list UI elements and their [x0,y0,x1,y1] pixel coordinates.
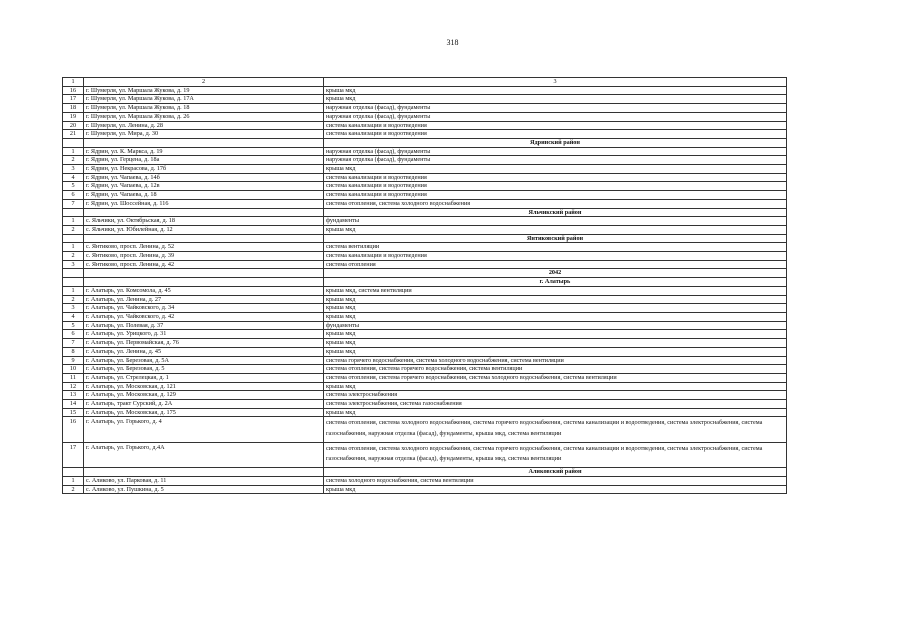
row-works: крыша мкд, система вентиляции [324,286,787,295]
row-works: фундаменты [324,217,787,226]
table-row [63,112,787,121]
row-works: крыша мкд [324,304,787,313]
table-row [63,408,787,417]
row-address: г. Алатырь, ул. Московская, д. 129 [84,391,324,400]
table-row [63,156,787,165]
row-address: с. Аликово, ул. Парковая, д. 11 [84,476,324,485]
row-works: наружная отделка (фасад), фундаменты [324,104,787,113]
table-row [63,252,787,261]
row-number: 1 [63,476,84,485]
section-number-cell [63,278,84,287]
row-number: 21 [63,130,84,139]
table-row [63,356,787,365]
table-row [63,86,787,95]
table-row [63,400,787,409]
table-row [63,476,787,485]
row-works: система канализации и водоотведения [324,191,787,200]
row-number: 5 [63,321,84,330]
section-number-cell [63,208,84,217]
row-works: фундаменты [324,321,787,330]
row-address: г. Шумерля, ул. Маршала Жукова, д. 17А [84,95,324,104]
table-row [63,382,787,391]
table-row [63,391,787,400]
row-address: г. Алатырь, ул. Московская, д. 175 [84,408,324,417]
table-row [63,104,787,113]
section-address-cell [84,269,324,278]
row-address: г. Шумерля, ул. Маршала Жукова, д. 26 [84,112,324,121]
row-works: крыша мкд [324,485,787,494]
row-works: крыша мкд [324,408,787,417]
table-header-row [63,78,787,87]
row-address: г. Алатырь, ул. Ленина, д. 45 [84,347,324,356]
row-address: с. Янтиково, просп. Ленина, д. 52 [84,243,324,252]
row-number: 6 [63,191,84,200]
row-address: г. Алатырь, ул. Чайковского, д. 42 [84,312,324,321]
row-number: 2 [63,156,84,165]
section-heading-row [63,234,787,243]
table-row [63,95,787,104]
row-address: с. Аликово, ул. Пушкина, д. 5 [84,485,324,494]
section-address-cell [84,234,324,243]
section-number-cell [63,468,84,477]
row-address: с. Яльчики, ул. Юбилейная, д. 12 [84,225,324,234]
row-number: 12 [63,382,84,391]
row-address: г. Шумерля, ул. Маршала Жукова, д. 18 [84,104,324,113]
table-row [63,295,787,304]
row-address: г. Алатырь, ул. Урицкого, д. 31 [84,330,324,339]
header-col-address: 2 [84,78,324,87]
row-number: 3 [63,304,84,313]
row-number: 15 [63,408,84,417]
row-address: с. Янтиково, просп. Ленина, д. 39 [84,252,324,261]
row-address: г. Ядрин, ул. Чапаева, д. 14б [84,173,324,182]
row-number: 7 [63,339,84,348]
row-address: г. Алатырь, тракт Сурский, д. 2А [84,400,324,409]
capital-repair-table [62,77,787,494]
section-heading-row [63,468,787,477]
table-row [63,243,787,252]
row-works: система вентиляции [324,243,787,252]
row-number: 7 [63,199,84,208]
row-address: г. Ядрин, ул. Герцена, д. 18а [84,156,324,165]
row-works: система отопления, система холодного водоснабжения [324,199,787,208]
table-row [63,121,787,130]
row-address: г. Ядрин, ул. Шоссейная, д. 116 [84,199,324,208]
row-address: г. Алатырь, ул. Комсомола, д. 45 [84,286,324,295]
row-address: г. Ядрин, ул. Некрасова, д. 17б [84,165,324,174]
row-number: 2 [63,485,84,494]
row-number: 6 [63,330,84,339]
row-address: г. Алатырь, ул. Московская, д. 121 [84,382,324,391]
row-address: г. Алатырь, ул. Полевая, д. 37 [84,321,324,330]
row-number: 2 [63,252,84,261]
row-works: крыша мкд [324,95,787,104]
section-heading-row [63,138,787,147]
row-works: система канализации и водоотведения [324,130,787,139]
table-row [63,373,787,382]
row-number: 20 [63,121,84,130]
table-row [63,225,787,234]
row-number: 1 [63,243,84,252]
row-works: система канализации и водоотведения [324,252,787,261]
row-address: с. Янтиково, просп. Ленина, д. 42 [84,260,324,269]
row-works: система канализации и водоотведения [324,121,787,130]
row-number: 16 [63,417,84,442]
row-number: 5 [63,182,84,191]
row-works: наружная отделка (фасад), фундаменты [324,156,787,165]
row-works: система отопления, система холодного водоснабжения, система горячего водоснабжения, система канализации и водоотведения, система электроснабжения, система газоснабжения, наружная отделка (фасад), фундаменты, крыша мкд, система вентиляции [324,417,787,442]
table-row [63,339,787,348]
row-works: наружная отделка (фасад), фундаменты [324,112,787,121]
row-address: г. Шумерля, ул. Мира, д. 30 [84,130,324,139]
row-address: г. Алатырь, ул. Ленина, д. 27 [84,295,324,304]
section-address-cell [84,208,324,217]
row-number: 1 [63,217,84,226]
table-row [63,173,787,182]
table-row [63,442,787,467]
row-works: крыша мкд [324,339,787,348]
header-col-number: 1 [63,78,84,87]
table-row [63,304,787,313]
row-works: крыша мкд [324,312,787,321]
row-number: 17 [63,95,84,104]
table-row [63,312,787,321]
section-title: г. Алатырь [324,278,787,287]
section-title: Яльчикский район [324,208,787,217]
row-address: г. Ядрин, ул. Чапаева, д. 18 [84,191,324,200]
row-address: г. Алатырь, ул. Горького, д.4А [84,442,324,467]
row-number: 3 [63,165,84,174]
page-number: 318 [446,38,459,47]
table-row [63,417,787,442]
row-address: г. Ядрин, ул. Чапаева, д. 12в [84,182,324,191]
table-row [63,165,787,174]
row-number: 2 [63,225,84,234]
table-row [63,321,787,330]
row-works: система холодного водоснабжения, система вентиляции [324,476,787,485]
table-row [63,330,787,339]
row-works: система электроснабжения [324,391,787,400]
table-row [63,485,787,494]
row-works: наружная отделка (фасад), фундаменты [324,147,787,156]
row-works: крыша мкд [324,225,787,234]
table-row [63,199,787,208]
row-works: система отопления, система горячего водоснабжения, система вентиляции [324,365,787,374]
section-title: Аликовский район [324,468,787,477]
row-address: г. Алатырь, ул. Первомайская, д. 76 [84,339,324,348]
table-row [63,217,787,226]
section-address-cell [84,138,324,147]
row-works: крыша мкд [324,295,787,304]
row-number: 10 [63,365,84,374]
section-number-cell [63,269,84,278]
row-works: крыша мкд [324,382,787,391]
row-works: система отопления, система горячего водоснабжения, система холодного водоснабжения, система вентиляции [324,373,787,382]
section-address-cell [84,468,324,477]
row-works: система горячего водоснабжения, система холодного водоснабжения, система вентиляции [324,356,787,365]
row-number: 18 [63,104,84,113]
row-number: 8 [63,347,84,356]
row-address: г. Алатырь, ул. Чайковского, д. 34 [84,304,324,313]
section-heading-row [63,208,787,217]
row-number: 14 [63,400,84,409]
row-number: 4 [63,173,84,182]
section-title: Ядринский район [324,138,787,147]
row-number: 11 [63,373,84,382]
row-number: 3 [63,260,84,269]
table-row [63,260,787,269]
section-heading-row [63,269,787,278]
row-number: 4 [63,312,84,321]
row-number: 1 [63,286,84,295]
table-row [63,286,787,295]
row-address: г. Ядрин, ул. К. Маркса, д. 19 [84,147,324,156]
table-row [63,147,787,156]
table-row [63,191,787,200]
header-col-works: 3 [324,78,787,87]
section-title: Янтиковский район [324,234,787,243]
row-number: 2 [63,295,84,304]
row-works: система канализации и водоотведения [324,182,787,191]
row-number: 1 [63,147,84,156]
row-number: 19 [63,112,84,121]
row-address: г. Алатырь, ул. Горького, д. 4 [84,417,324,442]
section-heading-row [63,278,787,287]
row-address: г. Шумерля, ул. Ленина, д. 28 [84,121,324,130]
section-number-cell [63,138,84,147]
row-number: 9 [63,356,84,365]
section-title: 2042 [324,269,787,278]
row-works: крыша мкд [324,330,787,339]
table-row [63,182,787,191]
row-works: система отопления [324,260,787,269]
section-number-cell [63,234,84,243]
section-address-cell [84,278,324,287]
table-row [63,365,787,374]
row-number: 17 [63,442,84,467]
row-address: г. Алатырь, ул. Стрелецкая, д. 1 [84,373,324,382]
table-row [63,347,787,356]
row-works: система отопления, система холодного водоснабжения, система горячего водоснабжения, система канализации и водоотведения, система электроснабжения, система газоснабжения, наружная отделка (фасад), фундаменты, крыша мкд, система вентиляции [324,442,787,467]
row-works: крыша мкд [324,86,787,95]
row-works: система канализации и водоотведения [324,173,787,182]
row-address: г. Шумерля, ул. Маршала Жукова, д. 19 [84,86,324,95]
table-row [63,130,787,139]
row-works: система электроснабжения, система газоснабжения [324,400,787,409]
row-works: крыша мкд [324,165,787,174]
row-address: с. Яльчики, ул. Октябрьская, д. 18 [84,217,324,226]
row-address: г. Алатырь, ул. Березовая, д. 5 [84,365,324,374]
row-address: г. Алатырь, ул. Березовая, д. 5А [84,356,324,365]
row-number: 16 [63,86,84,95]
row-works: крыша мкд [324,347,787,356]
row-number: 13 [63,391,84,400]
